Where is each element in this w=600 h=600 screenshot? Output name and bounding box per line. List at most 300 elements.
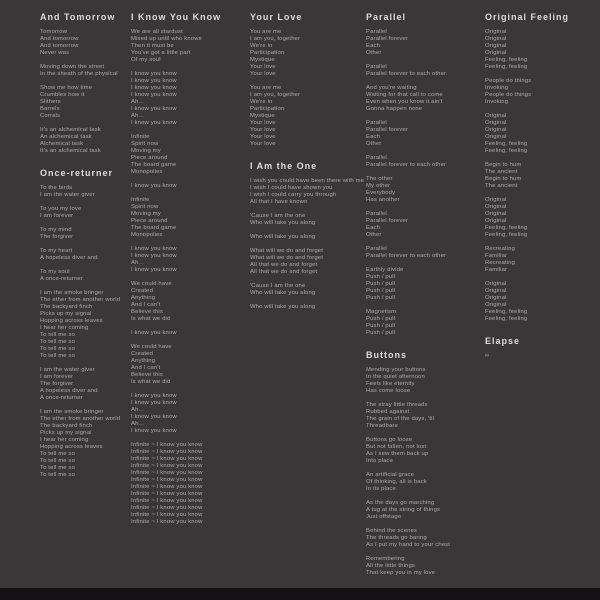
lyric-line: 'Cause I am the one xyxy=(250,283,306,289)
lyric-line: In the quiet afternoon xyxy=(366,374,425,380)
lyric-line: Original xyxy=(485,197,507,203)
lyric-line: I am the water giver xyxy=(40,367,95,373)
lyric-line: I know you know xyxy=(131,78,177,84)
lyric-line: Behind the scenes xyxy=(366,528,418,534)
lyric-line: Parallel forever xyxy=(366,218,409,224)
lyric-line: Feeling, feeling xyxy=(485,64,528,70)
stanza xyxy=(40,269,132,283)
lyric-line: Then it must be xyxy=(131,43,174,49)
stanza xyxy=(250,178,363,206)
lyric-line: An alchemical task xyxy=(40,134,92,140)
song-section xyxy=(40,169,132,479)
stanza xyxy=(40,290,132,360)
lyric-line: Infinite ~ I know you know xyxy=(131,519,203,525)
lyric-line: Infinite ~ I know you know xyxy=(131,505,203,511)
lyric-line: Other xyxy=(366,232,382,238)
lyric-line: Original xyxy=(485,127,507,133)
lyric-line: Infinite ~ I know you know xyxy=(131,456,203,462)
lyric-line: Just offstage xyxy=(366,514,402,520)
lyric-line: I know you know xyxy=(131,330,177,336)
stanza xyxy=(366,472,482,493)
lyric-line: Original xyxy=(485,281,507,287)
lyric-line: Familiar xyxy=(485,253,508,259)
lyric-line: I am the smoke bringer xyxy=(40,409,104,415)
lyric-line: Who will take you along xyxy=(250,220,316,226)
lyric-line: And I can't xyxy=(131,302,161,308)
lyric-line: In the sheath of the physical xyxy=(40,71,118,77)
lyrics-column xyxy=(40,0,132,486)
lyric-line: Piece around xyxy=(131,155,168,161)
lyric-line: I know you know xyxy=(131,92,177,98)
lyric-line: Infinite ~ I know you know xyxy=(131,449,203,455)
stanza xyxy=(366,556,482,577)
lyric-line: Anything xyxy=(131,295,156,301)
lyric-line: To my heart xyxy=(40,248,73,254)
lyric-line: Parallel xyxy=(366,155,387,161)
lyric-line: You've got a little part xyxy=(131,50,191,56)
lyric-line: Ah... xyxy=(131,407,144,413)
stanza xyxy=(366,246,482,260)
lyric-line: Push / pull xyxy=(366,288,396,294)
lyric-line: Begin to hum xyxy=(485,176,522,182)
lyric-line: I hear her coming xyxy=(40,325,89,331)
lyric-line: Tomorrow xyxy=(40,29,68,35)
lyric-line: We could have xyxy=(131,281,172,287)
lyric-line: You are me xyxy=(250,85,282,91)
lyric-line: Participation xyxy=(250,50,285,56)
lyric-line: All that we do and forget xyxy=(250,269,318,275)
lyric-line: I am you, together xyxy=(250,36,301,42)
lyric-line: Who will take you along xyxy=(250,304,316,310)
stanza xyxy=(40,64,132,78)
stanza xyxy=(131,281,247,323)
stanza xyxy=(366,367,482,395)
stanza xyxy=(40,227,132,241)
song-title: Once-returner xyxy=(40,168,114,178)
lyric-line: I know you know xyxy=(131,85,177,91)
lyric-line: The stray little threads xyxy=(366,402,428,408)
lyric-line: Gonna happen none xyxy=(366,106,423,112)
lyric-line: Original xyxy=(485,211,507,217)
lyric-line: Moving my xyxy=(131,211,161,217)
stanza xyxy=(131,330,247,337)
lyric-line: In its place xyxy=(366,486,396,492)
lyric-line: Has come loose xyxy=(366,388,411,394)
song-section xyxy=(250,13,363,148)
lyric-line: Invoking xyxy=(485,85,509,91)
stanza xyxy=(131,197,247,239)
lyric-line: The ether from another world xyxy=(40,297,121,303)
lyric-line: Ah... xyxy=(131,113,144,119)
lyric-line: We're in xyxy=(250,99,273,105)
lyric-line: I wish I could have shown you xyxy=(250,185,333,191)
lyric-line: Push / pull xyxy=(366,274,396,280)
lyric-line: The forgiver xyxy=(40,234,74,240)
stanza xyxy=(366,64,482,78)
lyric-line: A hopeless diver and xyxy=(40,388,98,394)
lyric-line: Feeling, feeling xyxy=(485,232,528,238)
stanza xyxy=(485,281,595,323)
stanza xyxy=(485,113,595,155)
song-section xyxy=(485,337,595,360)
lyric-line: Monopolies xyxy=(131,169,163,175)
lyric-line: Ah... xyxy=(131,421,144,427)
stanza xyxy=(485,78,595,106)
lyric-line: Your love xyxy=(250,64,276,70)
lyric-line: But not fallen, not lost xyxy=(366,444,427,450)
lyric-line: Infinite ~ I know you know xyxy=(131,463,203,469)
lyric-line: I know you know xyxy=(131,120,177,126)
lyric-line: Crumbles how it xyxy=(40,92,85,98)
lyric-line: Moving down the street xyxy=(40,64,105,70)
stanza xyxy=(250,283,363,297)
stanza xyxy=(40,29,132,57)
lyric-line: To tell me so xyxy=(40,339,76,345)
lyric-line: Earthly divide xyxy=(366,267,404,273)
lyric-line: Your love xyxy=(250,127,276,133)
lyric-line: A tug at the string of things xyxy=(366,507,441,513)
lyric-line: Parallel forever xyxy=(366,36,409,42)
lyric-line: Original xyxy=(485,204,507,210)
lyric-line: All the little things xyxy=(366,563,415,569)
lyric-line: I hear her coming xyxy=(40,437,89,443)
lyric-line: Created xyxy=(131,288,154,294)
lyric-line: Familiar xyxy=(485,267,508,273)
lyric-line: The board game xyxy=(131,162,177,168)
lyric-line: 'Cause I am the one xyxy=(250,213,306,219)
song-title: Parallel xyxy=(366,12,407,22)
stanza xyxy=(250,234,363,241)
lyric-line: Original xyxy=(485,29,507,35)
stanza xyxy=(485,29,595,71)
song-title: Original Feeling xyxy=(485,12,570,22)
lyric-line: It's an alchemical task xyxy=(40,148,101,154)
lyric-line: Each xyxy=(366,134,381,140)
stanza xyxy=(131,246,247,274)
lyric-line: You are me xyxy=(250,29,282,35)
stanza xyxy=(40,185,132,199)
stanza xyxy=(131,71,247,127)
stanza xyxy=(366,437,482,465)
lyric-line: Is what we did xyxy=(131,379,171,385)
lyric-line: Never was xyxy=(40,50,70,56)
lyric-line: Picks up my signal xyxy=(40,430,92,436)
lyrics-column xyxy=(485,0,595,367)
stanza xyxy=(40,367,132,402)
lyric-line: As I put my hand to your chest xyxy=(366,542,451,548)
song-section xyxy=(366,13,482,337)
lyric-line: Parallel xyxy=(366,211,387,217)
lyric-line: Corrals xyxy=(40,113,61,119)
lyric-line: I am you, together xyxy=(250,92,301,98)
lyric-line: To my mind xyxy=(40,227,72,233)
lyric-line: I wish you could have been there with me xyxy=(250,178,365,184)
stanza xyxy=(366,267,482,302)
lyric-line: Believe this xyxy=(131,309,163,315)
stanza xyxy=(131,29,247,64)
lyric-line: A once-returner xyxy=(40,395,83,401)
lyric-line: And tomorrow xyxy=(40,43,79,49)
lyric-line: Believe this xyxy=(131,372,163,378)
lyric-line: Is what we did xyxy=(131,316,171,322)
lyric-line: Original xyxy=(485,288,507,294)
stanza xyxy=(131,134,247,176)
lyric-line: Other xyxy=(366,50,382,56)
lyric-line: Slithers xyxy=(40,99,61,105)
lyric-line: Original xyxy=(485,120,507,126)
lyric-line: Push / pull xyxy=(366,330,396,336)
lyric-line: I know you know xyxy=(131,428,177,434)
lyric-line: Mystique xyxy=(250,113,275,119)
lyric-line: The grain of the days, 'til xyxy=(366,416,435,422)
lyric-line: Who will take you along xyxy=(250,290,316,296)
lyric-line: It's an alchemical task xyxy=(40,127,101,133)
lyric-line: The ether from another world xyxy=(40,416,121,422)
lyric-line: I am the smoke bringer xyxy=(40,290,104,296)
lyric-line: Push / pull xyxy=(366,281,396,287)
lyric-line: Rubbed against xyxy=(366,409,410,415)
stanza xyxy=(40,85,132,120)
lyric-line: The backyard finch xyxy=(40,304,93,310)
lyric-line: Magnetism xyxy=(366,309,397,315)
lyric-line: Recreating xyxy=(485,260,515,266)
stanza xyxy=(366,120,482,148)
lyric-line: Participation xyxy=(250,106,285,112)
lyric-line: Mixed up until who knows xyxy=(131,36,202,42)
lyric-line: Other xyxy=(366,141,382,147)
lyric-line: Recreating xyxy=(485,246,515,252)
lyric-line: Original xyxy=(485,218,507,224)
lyric-line: To you my love xyxy=(40,206,82,212)
lyric-line: All that we do and forget xyxy=(250,262,318,268)
lyric-line: I know you know xyxy=(131,106,177,112)
lyric-line: An artificial grace xyxy=(366,472,415,478)
lyric-line: Begin to hum xyxy=(485,162,522,168)
lyric-line: Infinite ~ I know you know xyxy=(131,477,203,483)
lyric-line: Piece around xyxy=(131,218,168,224)
lyric-line: Waiting for that call to come xyxy=(366,92,443,98)
song-section xyxy=(366,351,482,577)
lyric-line: Feeling, feeling xyxy=(485,148,528,154)
lyric-line: Infinite xyxy=(131,197,150,203)
lyric-line: The backyard finch xyxy=(40,423,93,429)
lyric-line: Spirit now xyxy=(131,141,159,147)
lyric-line: I am forever xyxy=(40,213,74,219)
song-title: I Know You Know xyxy=(131,12,222,22)
lyric-line: Picks up my signal xyxy=(40,311,92,317)
lyric-line: The forgiver xyxy=(40,381,74,387)
stanza xyxy=(131,344,247,386)
lyric-line: A once-returner xyxy=(40,276,83,282)
lyric-line: Original xyxy=(485,43,507,49)
stanza xyxy=(366,528,482,549)
stanza xyxy=(131,183,247,190)
lyric-line: I know you know xyxy=(131,71,177,77)
lyric-line: Even when you know it ain't xyxy=(366,99,443,105)
stanza xyxy=(40,248,132,262)
lyric-line: Spirit now xyxy=(131,204,159,210)
song-title: And Tomorrow xyxy=(40,12,116,22)
lyric-line: Threadbare xyxy=(366,423,398,429)
lyric-line: Parallel forever xyxy=(366,127,409,133)
stanza xyxy=(131,393,247,435)
lyric-line: Original xyxy=(485,36,507,42)
lyric-line: And I can't xyxy=(131,365,161,371)
stanza xyxy=(40,409,132,479)
lyric-line: I know you know xyxy=(131,267,177,273)
lyric-line: Parallel forever to each other xyxy=(366,162,447,168)
lyric-line: People do things xyxy=(485,92,532,98)
lyric-line: Original xyxy=(485,50,507,56)
lyric-line: Show me how time xyxy=(40,85,93,91)
lyric-line: Hopping across leaves xyxy=(40,444,103,450)
lyric-line: Infinite ~ I know you know xyxy=(131,484,203,490)
song-section xyxy=(250,162,363,311)
song-title: Your Love xyxy=(250,12,303,22)
lyric-line: All that I have known xyxy=(250,199,308,205)
lyric-line: Original xyxy=(485,113,507,119)
lyric-line: I know you know xyxy=(131,414,177,420)
stanza xyxy=(366,402,482,430)
lyric-line: To the birds xyxy=(40,185,73,191)
stanza xyxy=(40,206,132,220)
lyric-line: To tell me so xyxy=(40,451,76,457)
stanza xyxy=(250,85,363,148)
lyric-line: I wish I could carry you through xyxy=(250,192,337,198)
lyrics-column xyxy=(366,0,482,584)
stanza xyxy=(40,127,132,155)
lyric-line: Into place xyxy=(366,458,394,464)
lyric-line: The threads go baring xyxy=(366,535,427,541)
lyric-line: To tell me so xyxy=(40,332,76,338)
lyric-line: Parallel xyxy=(366,29,387,35)
lyric-line: That keep you in my love xyxy=(366,570,436,576)
lyric-line: And you're waiting xyxy=(366,85,417,91)
lyric-line: Feeling, feeling xyxy=(485,309,528,315)
lyric-line: Has another xyxy=(366,197,400,203)
lyric-line: And tomorrow xyxy=(40,36,79,42)
lyric-line: Your love xyxy=(250,141,276,147)
lyric-line: Feeling, feeling xyxy=(485,225,528,231)
lyric-line: Original xyxy=(485,134,507,140)
song-section xyxy=(485,13,595,323)
lyric-line: Remembering xyxy=(366,556,405,562)
lyric-line: Infinite xyxy=(131,134,150,140)
lyric-line: We are all stardust xyxy=(131,29,183,35)
lyric-line: Each xyxy=(366,225,381,231)
lyric-line: Parallel forever to each other xyxy=(366,253,447,259)
lyric-line: Mending your buttons xyxy=(366,367,426,373)
lyric-line: Infinite ~ I know you know xyxy=(131,491,203,497)
stanza xyxy=(366,85,482,113)
stanza xyxy=(485,246,595,274)
lyric-line: To tell me so xyxy=(40,346,76,352)
song-title: Buttons xyxy=(366,350,407,360)
lyric-line: I know you know xyxy=(131,246,177,252)
lyric-line: Buttons go loose xyxy=(366,437,413,443)
lyrics-column xyxy=(131,0,247,533)
stanza xyxy=(250,304,363,311)
stanza xyxy=(366,500,482,521)
stanza xyxy=(485,162,595,190)
lyric-line: Mystique xyxy=(250,57,275,63)
lyric-line: To tell me so xyxy=(40,465,76,471)
lyric-line: ∞ xyxy=(485,353,490,359)
song-title: I Am the One xyxy=(250,161,318,171)
lyric-line: Original xyxy=(485,295,507,301)
stanza xyxy=(485,197,595,239)
lyric-line: Parallel forever to each other xyxy=(366,71,447,77)
lyric-line: Push / pull xyxy=(366,316,396,322)
lyric-line: Of thinking, all is back xyxy=(366,479,427,485)
stanza xyxy=(366,155,482,169)
lyric-line: Infinite ~ I know you know xyxy=(131,512,203,518)
lyric-line: Each xyxy=(366,43,381,49)
lyric-line: What will we do and forget xyxy=(250,255,323,261)
lyric-line: Of my soul xyxy=(131,57,161,63)
lyric-line: The ancient xyxy=(485,183,518,189)
lyric-line: Invoking xyxy=(485,99,509,105)
lyric-line: Who will take you along xyxy=(250,234,316,240)
lyric-line: Parallel xyxy=(366,246,387,252)
stanza xyxy=(366,176,482,204)
lyric-line: We could have xyxy=(131,344,172,350)
song-section xyxy=(131,13,247,526)
stanza xyxy=(366,211,482,239)
lyric-line: People do things xyxy=(485,78,532,84)
lyric-line: Original xyxy=(485,302,507,308)
lyric-line: Created xyxy=(131,351,154,357)
lyric-line: Feels like eternity xyxy=(366,381,415,387)
stanza xyxy=(366,29,482,57)
song-section xyxy=(40,13,132,155)
lyric-line: Your love xyxy=(250,134,276,140)
lyric-line: Monopolies xyxy=(131,232,163,238)
lyric-line: Hopping across leaves xyxy=(40,318,103,324)
lyric-line: I know you know xyxy=(131,253,177,259)
lyric-line: What will we do and forget xyxy=(250,248,323,254)
lyric-line: Feeling, feeling xyxy=(485,57,528,63)
lyric-line: A hopeless diver and xyxy=(40,255,98,261)
lyric-line: My other xyxy=(366,183,391,189)
lyric-line: To tell me so xyxy=(40,472,76,478)
lyric-line: To tell me so xyxy=(40,353,76,359)
lyric-line: Moving my xyxy=(131,148,161,154)
lyric-line: We're in xyxy=(250,43,273,49)
lyric-line: Push / pull xyxy=(366,323,396,329)
lyric-line: I am forever xyxy=(40,374,74,380)
lyric-line: I know you know xyxy=(131,400,177,406)
lyric-line: The ancient xyxy=(485,169,518,175)
lyric-line: Infinite ~ I know you know xyxy=(131,442,203,448)
lyric-line: Parallel xyxy=(366,64,387,70)
lyric-line: Ah... xyxy=(131,260,144,266)
lyric-line: As the days go marching xyxy=(366,500,435,506)
lyric-line: The board game xyxy=(131,225,177,231)
stanza xyxy=(250,213,363,227)
lyric-line: Parallel xyxy=(366,120,387,126)
lyric-line: Your love xyxy=(250,71,276,77)
lyric-line: The other xyxy=(366,176,393,182)
lyric-line: I know you know xyxy=(131,183,177,189)
lyric-line: Barrels xyxy=(40,106,60,112)
lyric-line: Push / pull xyxy=(366,295,396,301)
stanza xyxy=(250,248,363,276)
lyrics-column xyxy=(250,0,363,318)
stanza xyxy=(485,353,595,360)
song-title: Elapse xyxy=(485,336,521,346)
lyric-line: Ah... xyxy=(131,99,144,105)
